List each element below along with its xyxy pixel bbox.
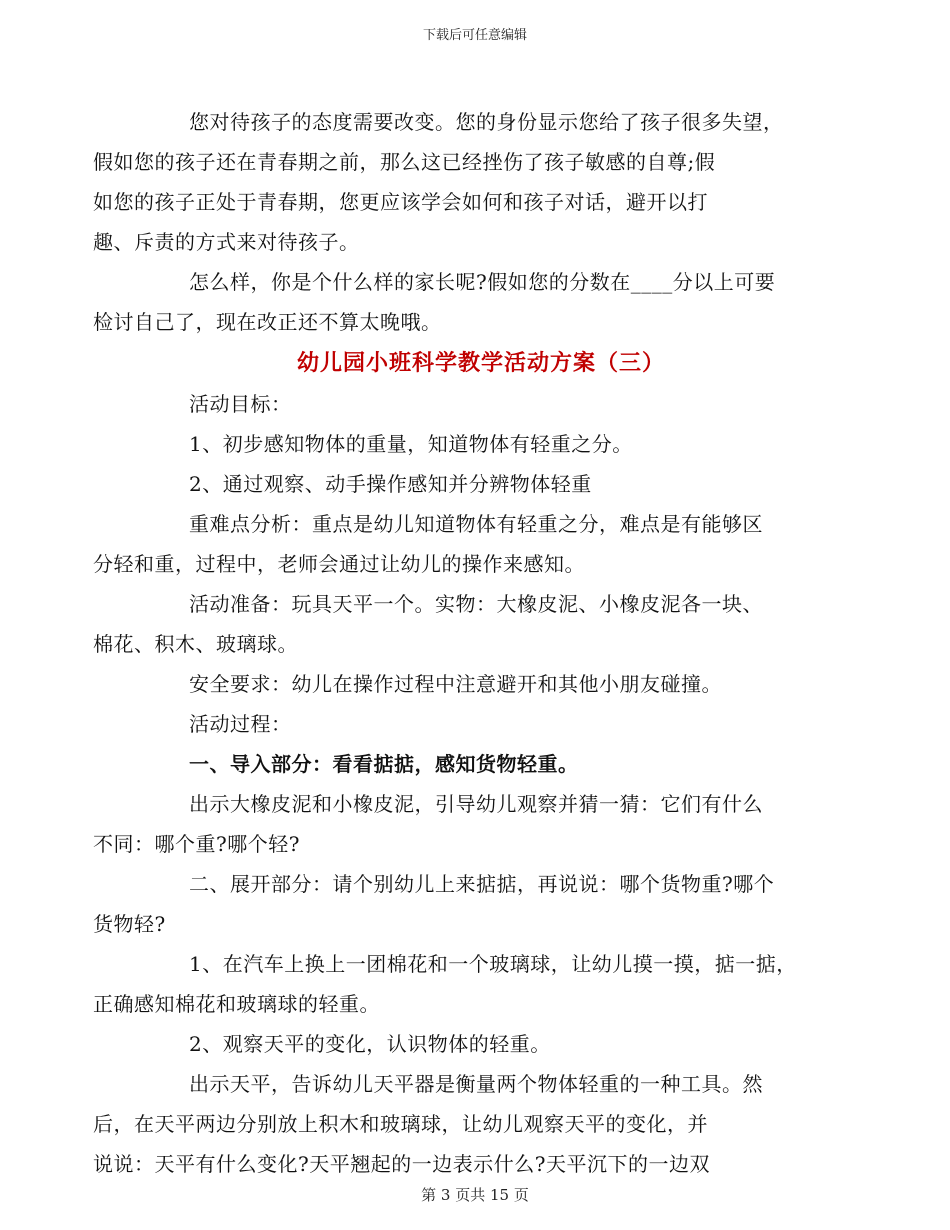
text-line: 2、通过观察、动手操作感知并分辨物体轻重: [189, 472, 592, 496]
text-line: 如您的孩子正处于青春期，您更应该学会如何和孩子对话，避开以打: [93, 190, 708, 214]
text-line: 出示大橡皮泥和小橡皮泥，引导幼儿观察并猜一猜：它们有什么: [189, 792, 763, 816]
paragraph: [141, 1024, 821, 1064]
text-line: 正确感知棉花和玻璃球的轻重。: [93, 992, 380, 1016]
text-line: 怎么样，你是个什么样的家长呢?假如您的分数在____分以上可要: [189, 270, 776, 294]
text-line: 货物轻?: [93, 912, 166, 936]
paragraph: [141, 664, 821, 704]
text-line: 二、展开部分：请个别幼儿上来掂掂，再说说：哪个货物重?哪个: [189, 872, 775, 896]
text-line: 重难点分析：重点是幼儿知道物体有轻重之分，难点是有能够区: [189, 512, 763, 536]
text-line: 后，在天平两边分别放上积木和玻璃球，让幼儿观察天平的变化，并: [93, 1112, 708, 1136]
text-line: 安全要求：幼儿在操作过程中注意避开和其他小朋友碰撞。: [189, 672, 722, 696]
paragraph: [141, 704, 821, 744]
text-line: 分轻和重，过程中，老师会通过让幼儿的操作来感知。: [93, 552, 585, 576]
text-line: 出示天平，告诉幼儿天平器是衡量两个物体轻重的一种工具。然: [189, 1072, 763, 1096]
text-line: 假如您的孩子还在青春期之前，那么这已经挫伤了孩子敏感的自尊;假: [93, 150, 716, 174]
paragraph: [93, 262, 821, 342]
paragraph: [93, 504, 821, 584]
text-line: 棉花、积木、玻璃球。: [93, 632, 298, 656]
text-line: 一、导入部分：看看掂掂，感知货物轻重。: [189, 752, 579, 776]
text-line: 检讨自己了，现在改正还不算太晚哦。: [93, 310, 442, 334]
paragraph-heading: [141, 744, 821, 784]
paragraph: [141, 424, 821, 464]
text-line: 趣、斥责的方式来对待孩子。: [93, 230, 360, 254]
paragraph: [93, 102, 821, 262]
paragraph: [141, 384, 821, 424]
paragraph: [141, 464, 821, 504]
page-footer: 第 3 页共 15 页: [421, 1186, 529, 1204]
text-line: 2、观察天平的变化，认识物体的轻重。: [189, 1032, 551, 1056]
text-line: 您对待孩子的态度需要改变。您的身份显示您给了孩子很多失望，: [189, 110, 784, 134]
paragraph: [93, 864, 821, 944]
page-header: 下载后可任意编辑: [422, 28, 527, 43]
paragraph: [93, 1064, 821, 1184]
paragraph: [93, 584, 821, 664]
paragraph: [93, 944, 821, 1024]
text-line: 不同：哪个重?哪个轻?: [93, 832, 300, 856]
section-title: 幼儿园小班科学教学活动方案（三）: [296, 350, 665, 376]
text-line: 活动过程：: [189, 712, 292, 736]
text-line: 1、初步感知物体的重量，知道物体有轻重之分。: [189, 432, 633, 456]
text-line: 1、在汽车上换上一团棉花和一个玻璃球，让幼儿摸一摸，掂一掂，: [189, 952, 797, 976]
document-body: [93, 102, 821, 1184]
text-line: 说说：天平有什么变化?天平翘起的一边表示什么?天平沉下的一边双: [93, 1152, 710, 1176]
text-line: 活动目标：: [189, 392, 292, 416]
paragraph: [93, 784, 821, 864]
text-line: 活动准备：玩具天平一个。实物：大橡皮泥、小橡皮泥各一块、: [189, 592, 763, 616]
